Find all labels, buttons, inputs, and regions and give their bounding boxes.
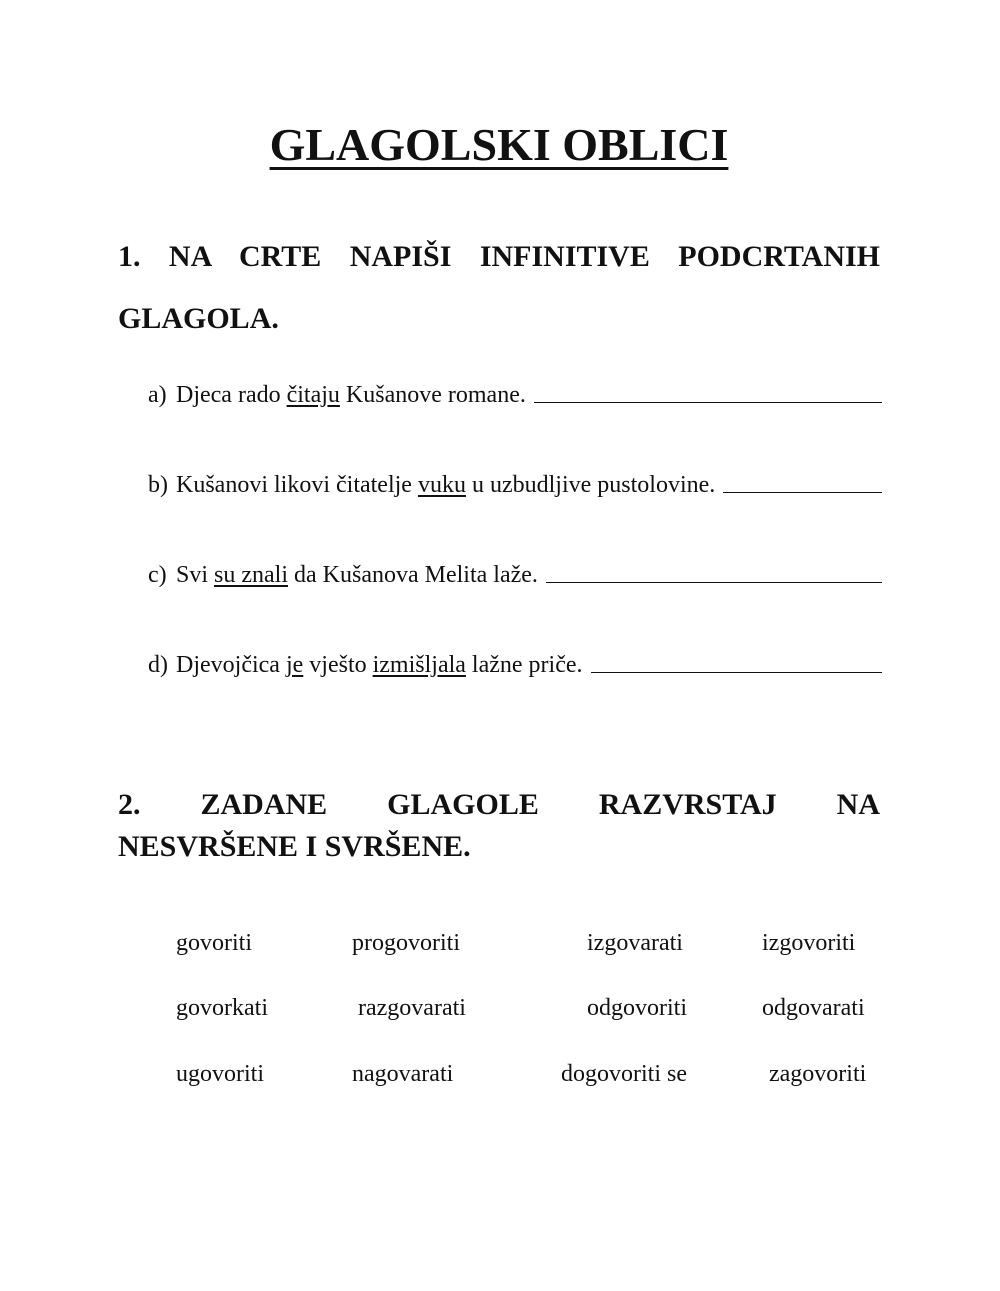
underlined-verb: su znali bbox=[214, 562, 288, 588]
answer-line[interactable] bbox=[546, 581, 882, 583]
verb-word[interactable]: zagovoriti bbox=[769, 1061, 867, 1087]
answer-line[interactable] bbox=[591, 671, 882, 673]
sentence-text: lažne priče. bbox=[465, 652, 583, 678]
verb-word[interactable]: govorkati bbox=[176, 995, 268, 1021]
task2-heading bbox=[118, 784, 880, 868]
underlined-verb: vuku bbox=[417, 472, 466, 498]
task1-heading-line2: GLAGOLA. bbox=[118, 302, 279, 335]
item-sentence bbox=[176, 472, 715, 499]
page-title: GLAGOLSKI OBLICI bbox=[269, 119, 729, 170]
task1-heading-line1: 1. NA CRTE NAPIŠI INFINITIVE PODCRTANIH bbox=[118, 240, 880, 273]
task1-heading bbox=[118, 226, 880, 350]
verb-word[interactable]: dogovoriti se bbox=[561, 1061, 687, 1087]
verb-word[interactable]: progovoriti bbox=[352, 930, 460, 956]
answer-line[interactable] bbox=[534, 401, 882, 403]
item-label: a) bbox=[148, 382, 167, 408]
sentence-text: Djeca rado bbox=[176, 382, 287, 408]
verb-word[interactable]: nagovarati bbox=[352, 1061, 454, 1087]
verb-word[interactable]: govoriti bbox=[176, 930, 252, 956]
item-sentence bbox=[176, 652, 583, 679]
task2-heading-line2: NESVRŠENE I SVRŠENE. bbox=[118, 830, 471, 863]
task2-heading-line1: 2. ZADANE GLAGOLE RAZVRSTAJ NA bbox=[118, 788, 880, 821]
sentence-text: da Kušanova Melita laže. bbox=[288, 562, 538, 588]
exercise-item-a bbox=[148, 382, 882, 409]
item-label: c) bbox=[148, 562, 167, 588]
sentence-text: Djevojčica bbox=[176, 652, 286, 678]
verb-word[interactable]: ugovoriti bbox=[176, 1061, 264, 1087]
verb-word[interactable]: razgovarati bbox=[358, 995, 466, 1021]
verb-word[interactable]: izgovoriti bbox=[762, 930, 856, 956]
sentence-text: Svi bbox=[176, 562, 215, 588]
sentence-text: Kušanovi likovi čitatelje bbox=[176, 472, 418, 498]
underlined-verb: izmišljala bbox=[372, 652, 466, 678]
sentence-text: u uzbudljive pustolovine. bbox=[465, 472, 716, 498]
verb-word[interactable]: odgovoriti bbox=[587, 995, 687, 1021]
underlined-verb: čitaju bbox=[286, 382, 340, 408]
underlined-verb: je bbox=[285, 652, 304, 678]
exercise-item-d bbox=[148, 652, 882, 679]
exercise-item-c bbox=[148, 562, 882, 589]
item-label: d) bbox=[148, 652, 168, 678]
sentence-text: vješto bbox=[303, 652, 373, 678]
item-sentence bbox=[176, 382, 526, 409]
item-sentence bbox=[176, 562, 538, 589]
sentence-text: Kušanove romane. bbox=[339, 382, 526, 408]
exercise-item-b bbox=[148, 472, 882, 499]
item-label: b) bbox=[148, 472, 168, 498]
answer-line[interactable] bbox=[723, 491, 882, 493]
verb-word[interactable]: izgovarati bbox=[587, 930, 683, 956]
verb-word[interactable]: odgovarati bbox=[762, 995, 865, 1021]
